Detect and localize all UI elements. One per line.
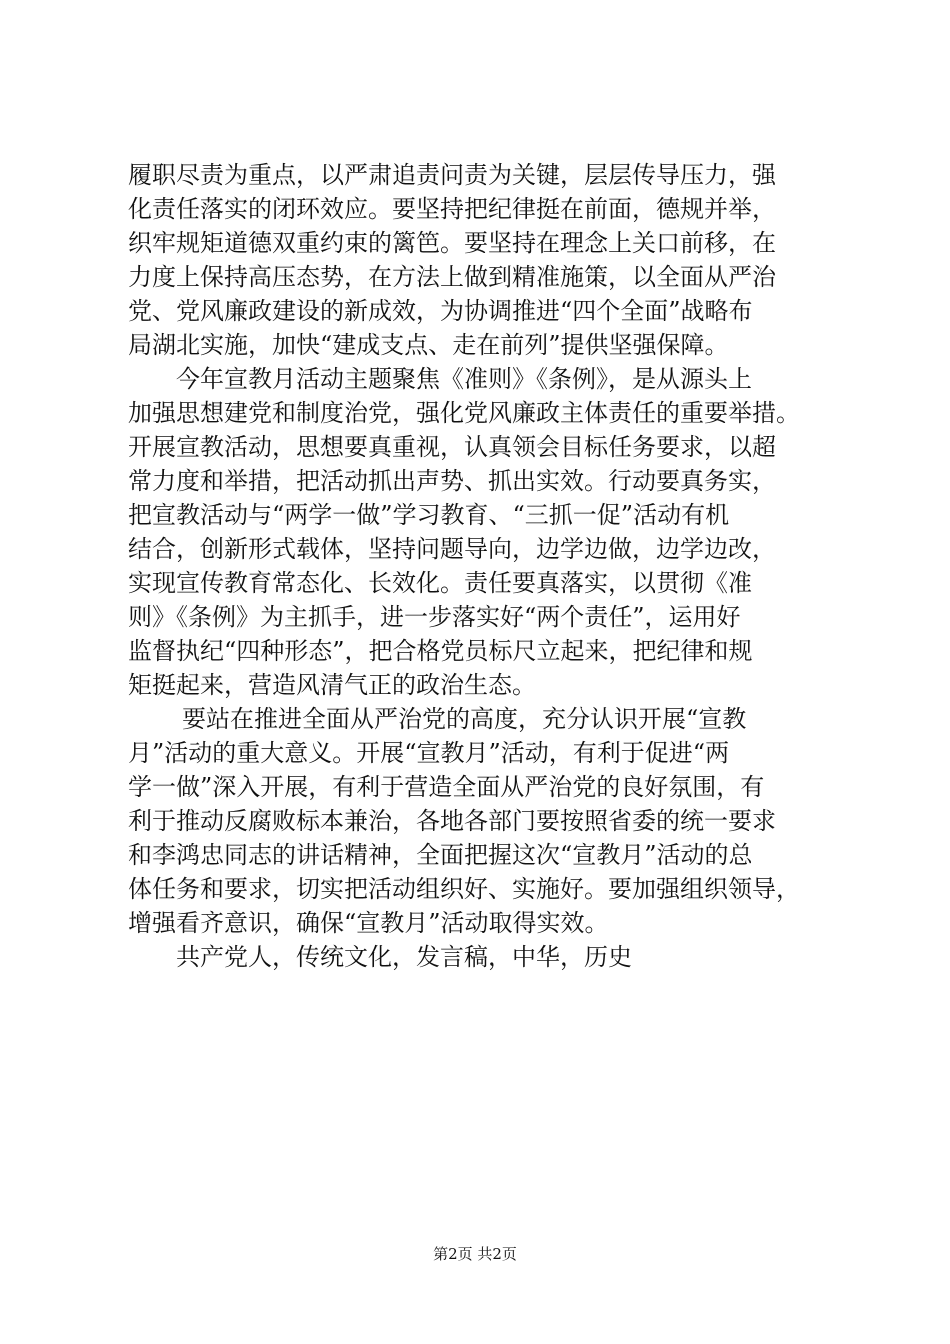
text-line: 和李鸿忠同志的讲话精神，全面把握这次“宣教月”活动的总 bbox=[128, 841, 753, 869]
text-line: 化责任落实的闭环效应。要坚持把纪律挺在前面，德规并举， bbox=[128, 195, 776, 223]
text-line: 学一做”深入开展，有利于营造全面从严治党的良好氛围，有 bbox=[128, 773, 765, 801]
paragraph-start-line: 今年宣教月活动主题聚焦《准则》《条例》，是从源头上 bbox=[176, 365, 752, 393]
text-line: 党、党风廉政建设的新成效，为协调推进“四个全面”战略布 bbox=[128, 297, 753, 325]
text-line: 履职尽责为重点，以严肃追责问责为关键，层层传导压力，强 bbox=[128, 161, 776, 189]
text-line: 力度上保持高压态势，在方法上做到精准施策，以全面从严治 bbox=[128, 263, 776, 291]
text-line: 则》《条例》为主抓手，进一步落实好“两个责任”，运用好 bbox=[128, 603, 741, 631]
text-line: 矩挺起来，营造风清气正的政治生态。 bbox=[128, 671, 536, 699]
text-line: 局湖北实施，加快“建成支点、走在前列”提供坚强保障。 bbox=[128, 331, 729, 359]
paragraph-start-line: 要站在推进全面从严治党的高度，充分认识开展“宣教 bbox=[182, 705, 747, 733]
text-line: 常力度和举措，把活动抓出声势、抓出实效。行动要真务实， bbox=[128, 467, 776, 495]
body-text bbox=[128, 158, 834, 974]
text-line: 体任务和要求，切实把活动组织好、实施好。要加强组织领导， bbox=[128, 875, 800, 903]
text-line: 月”活动的重大意义。开展“宣教月”活动，有利于促进“两 bbox=[128, 739, 730, 767]
text-line: 实现宣传教育常态化、长效化。责任要真落实，以贯彻《准 bbox=[128, 569, 752, 597]
text-line: 织牢规矩道德双重约束的篱笆。要坚持在理念上关口前移，在 bbox=[128, 229, 776, 257]
keywords-line: 共产党人，传统文化，发言稿，中华，历史 bbox=[176, 943, 632, 971]
text-line: 加强思想建党和制度治党，强化党风廉政主体责任的重要举措。 bbox=[128, 399, 800, 427]
text-line: 结合，创新形式载体，坚持问题导向，边学边做，边学边改， bbox=[128, 535, 776, 563]
page-footer: 第2页 共2页 bbox=[433, 1245, 517, 1263]
text-line: 利于推动反腐败标本兼治，各地各部门要按照省委的统一要求 bbox=[128, 807, 776, 835]
text-line: 开展宣教活动，思想要真重视，认真领会目标任务要求，以超 bbox=[128, 433, 776, 461]
text-line: 监督执纪“四种形态”，把合格党员标尺立起来，把纪律和规 bbox=[128, 637, 753, 665]
text-line: 把宣教活动与“两学一做”学习教育、“三抓一促”活动有机 bbox=[128, 501, 730, 529]
text-line: 增强看齐意识，确保“宣教月”活动取得实效。 bbox=[128, 909, 609, 937]
